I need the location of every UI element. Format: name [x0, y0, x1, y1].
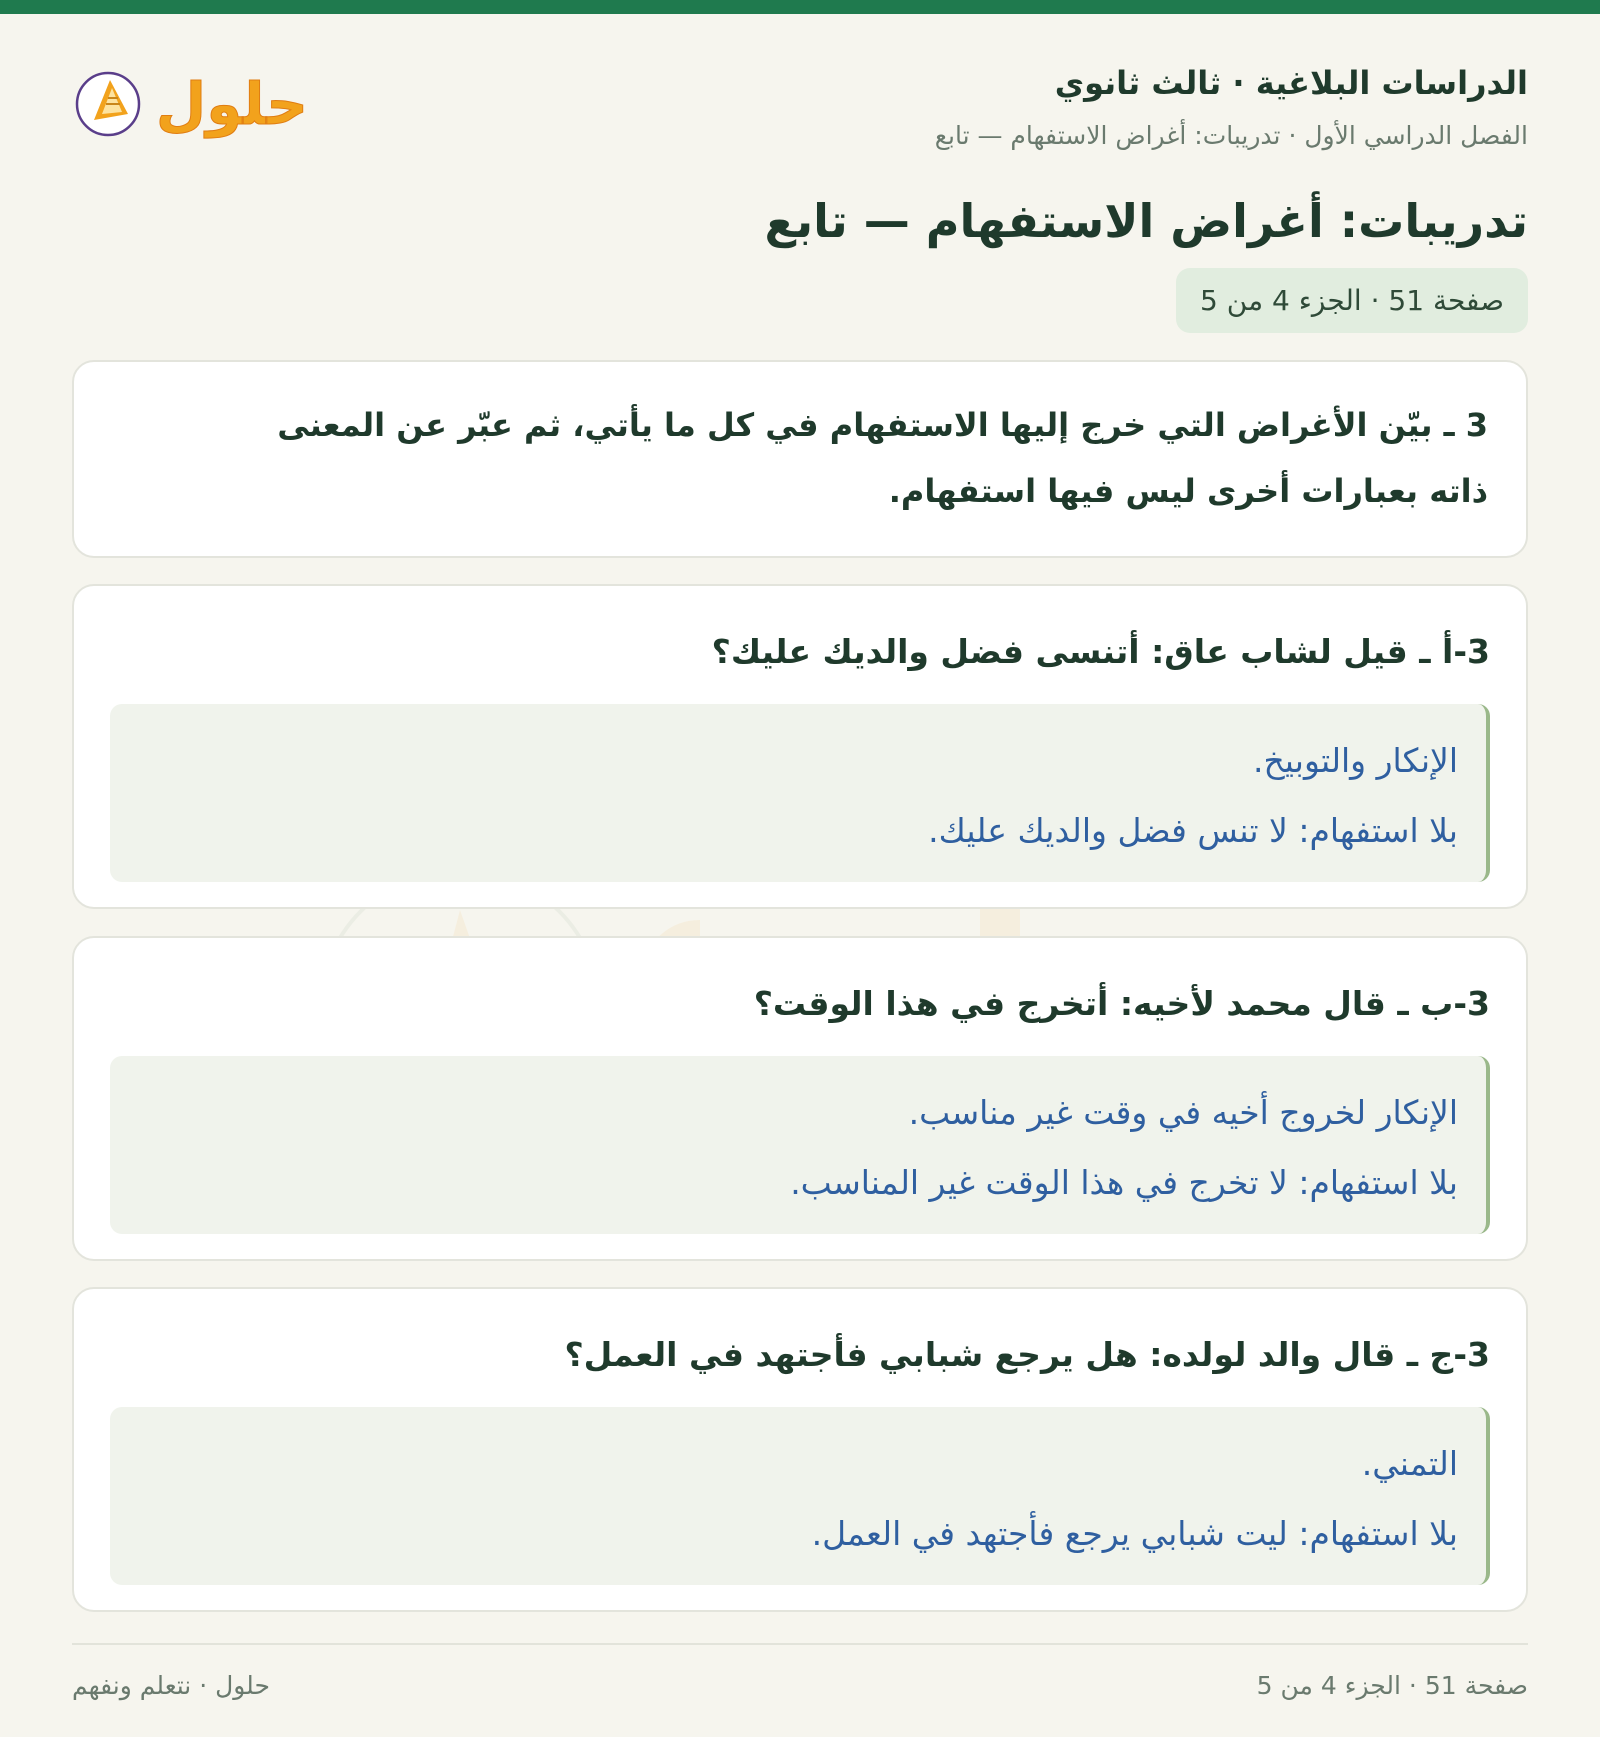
- answer-rephrase: بلا استفهام: ليت شبابي يرجع فأجتهد في العمل.: [811, 1514, 1458, 1553]
- intro-line-1: 3 ـ بيّن الأغراض التي خرج إليها الاستفهام في كل ما يأتي، ثم عبّر عن المعنى: [277, 406, 1488, 444]
- answer-box: [110, 704, 1490, 882]
- question-text: 3-ج ـ قال والد لولده: هل يرجع شبابي فأجتهد في العمل؟: [564, 1335, 1490, 1374]
- page-title: تدريبات: أغراض الاستفهام — تابع: [764, 194, 1528, 248]
- breadcrumb: الفصل الدراسي الأول · تدريبات: أغراض الاستفهام — تابع: [934, 121, 1528, 150]
- hulul-logo[interactable]: [72, 58, 312, 158]
- answer-purpose: التمني.: [1361, 1444, 1458, 1483]
- question-text: 3-ب ـ قال محمد لأخيه: أتخرج في هذا الوقت؟: [753, 984, 1490, 1023]
- question-card: [72, 1287, 1528, 1612]
- exercise-intro-card: [72, 360, 1528, 558]
- footer-page-info: صفحة 51 · الجزء 4 من 5: [1256, 1671, 1528, 1700]
- page-header: [72, 58, 1528, 168]
- answer-box: [110, 1407, 1490, 1585]
- question-card: [72, 936, 1528, 1261]
- header-text: [935, 58, 1528, 158]
- logo-wordmark: حلول: [155, 70, 309, 138]
- book-icon: [77, 73, 139, 135]
- footer-divider: [72, 1643, 1528, 1645]
- intro-line-2: ذاته بعبارات أخرى ليس فيها استفهام.: [888, 472, 1488, 510]
- answer-rephrase: بلا استفهام: لا تنس فضل والديك عليك.: [928, 811, 1458, 850]
- answer-purpose: الإنكار والتوبيخ.: [1253, 741, 1458, 780]
- question-card: [72, 584, 1528, 909]
- answer-box: [110, 1056, 1490, 1234]
- page-chip: صفحة 51 · الجزء 4 من 5: [1176, 268, 1528, 333]
- top-accent-bar: [0, 0, 1600, 14]
- question-text: 3-أ ـ قيل لشاب عاق: أتنسى فضل والديك عليك؟: [711, 632, 1490, 671]
- footer-brand: حلول · نتعلم ونفهم: [72, 1671, 270, 1700]
- answer-rephrase: بلا استفهام: لا تخرج في هذا الوقت غير المناسب.: [790, 1163, 1458, 1202]
- answer-purpose: الإنكار لخروج أخيه في وقت غير مناسب.: [908, 1093, 1458, 1132]
- course-title: الدراسات البلاغية · ثالث ثانوي: [1054, 64, 1528, 102]
